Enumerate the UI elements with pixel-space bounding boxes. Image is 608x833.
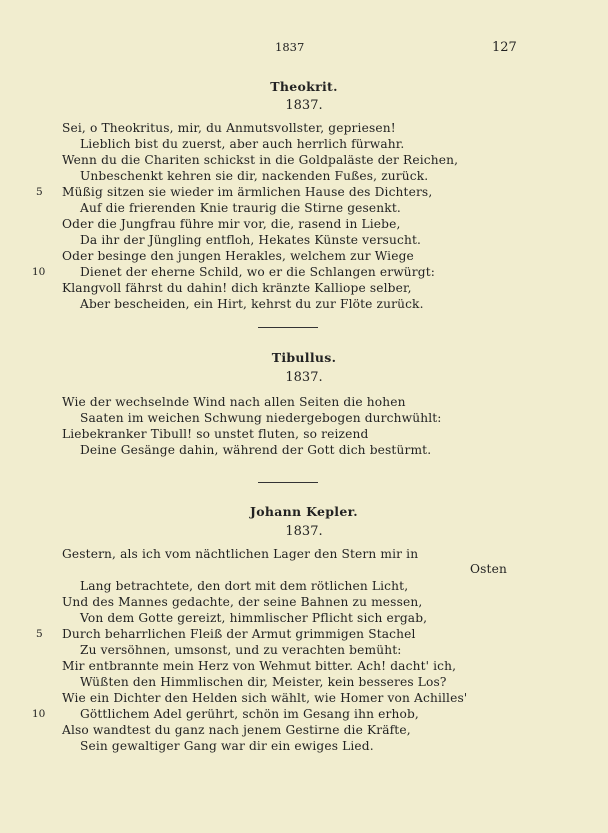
section-divider	[258, 482, 318, 483]
poem-line: Durch beharrlichen Fleiß der Armut grimmigen Stachel	[62, 627, 416, 641]
poem-line: Oder besinge den jungen Herakles, welchem zur Wiege	[62, 249, 414, 263]
poem-line: Aber bescheiden, ein Hirt, kehrst du zur Flöte zurück.	[80, 297, 424, 311]
poem-title: Theokrit.	[270, 79, 338, 94]
poem-line: Von dem Gotte gereizt, himmlischer Pflicht sich ergab,	[80, 611, 428, 625]
line-number: 5	[36, 628, 43, 640]
header-year: 1837	[275, 40, 305, 54]
poem-line-continuation: Osten	[470, 562, 507, 576]
line-number: 10	[32, 708, 46, 720]
section-divider	[258, 327, 318, 328]
poem-year: 1837.	[285, 524, 323, 539]
poem-line: Deine Gesänge dahin, während der Gott dich bestürmt.	[80, 443, 432, 457]
poem-line: Unbeschenkt kehren sie dir, nackenden Fußes, zurück.	[80, 169, 429, 183]
poem-line: Dienet der eherne Schild, wo er die Schlangen erwürgt:	[80, 265, 436, 279]
poem-line: Also wandtest du ganz nach jenem Gestirne die Kräfte,	[62, 723, 411, 737]
poem-line: Sei, o Theokritus, mir, du Anmutsvollster, gepriesen!	[62, 121, 396, 135]
poem-line: Lang betrachtete, den dort mit dem rötlichen Licht,	[80, 579, 409, 593]
poem-line: Und des Mannes gedachte, der seine Bahnen zu messen,	[62, 595, 423, 609]
poem-line: Lieblich bist du zuerst, aber auch herrlich fürwahr.	[80, 137, 405, 151]
poem-line: Auf die frierenden Knie traurig die Stirne gesenkt.	[80, 201, 401, 215]
poem-line: Göttlichem Adel gerührt, schön im Gesang ihn erhob,	[80, 707, 419, 721]
poem-line: Gestern, als ich vom nächtlichen Lager den Stern mir in	[62, 547, 419, 561]
poem-year: 1837.	[285, 98, 323, 113]
poem-line: Müßig sitzen sie wieder im ärmlichen Hause des Dichters,	[62, 185, 433, 199]
poem-line: Zu versöhnen, umsonst, und zu verachten bemüht:	[80, 643, 402, 657]
running-header	[0, 40, 608, 60]
poem-line: Saaten im weichen Schwung niedergebogen durchwühlt:	[80, 411, 442, 425]
poem-title: Tibullus.	[271, 350, 337, 365]
page-number: 127	[492, 40, 517, 55]
poem-line: Sein gewaltiger Gang war dir ein ewiges Lied.	[80, 739, 374, 753]
poem-year: 1837.	[285, 370, 323, 385]
poem-line: Oder die Jungfrau führe mir vor, die, rasend in Liebe,	[62, 217, 401, 231]
poem-line: Wüßten den Himmlischen dir, Meister, kein besseres Los?	[80, 675, 447, 689]
poem-line: Wie der wechselnde Wind nach allen Seiten die hohen	[62, 395, 406, 409]
poem-line: Klangvoll fährst du dahin! dich kränzte Kalliope selber,	[62, 281, 412, 295]
poem-line: Mir entbrannte mein Herz von Wehmut bitter. Ach! dacht' ich,	[62, 659, 457, 673]
poem-line: Da ihr der Jüngling entfloh, Hekates Künste versucht.	[80, 233, 422, 247]
poem-line: Wie ein Dichter den Helden sich wählt, wie Homer von Achilles'	[62, 691, 468, 705]
poem-line: Wenn du die Chariten schickst in die Goldpaläste der Reichen,	[62, 153, 459, 167]
line-number: 5	[36, 186, 43, 198]
poem-line: Liebekranker Tibull! so unstet fluten, so reizend	[62, 427, 369, 441]
line-number: 10	[32, 266, 46, 278]
poem-title: Johann Kepler.	[250, 504, 358, 519]
